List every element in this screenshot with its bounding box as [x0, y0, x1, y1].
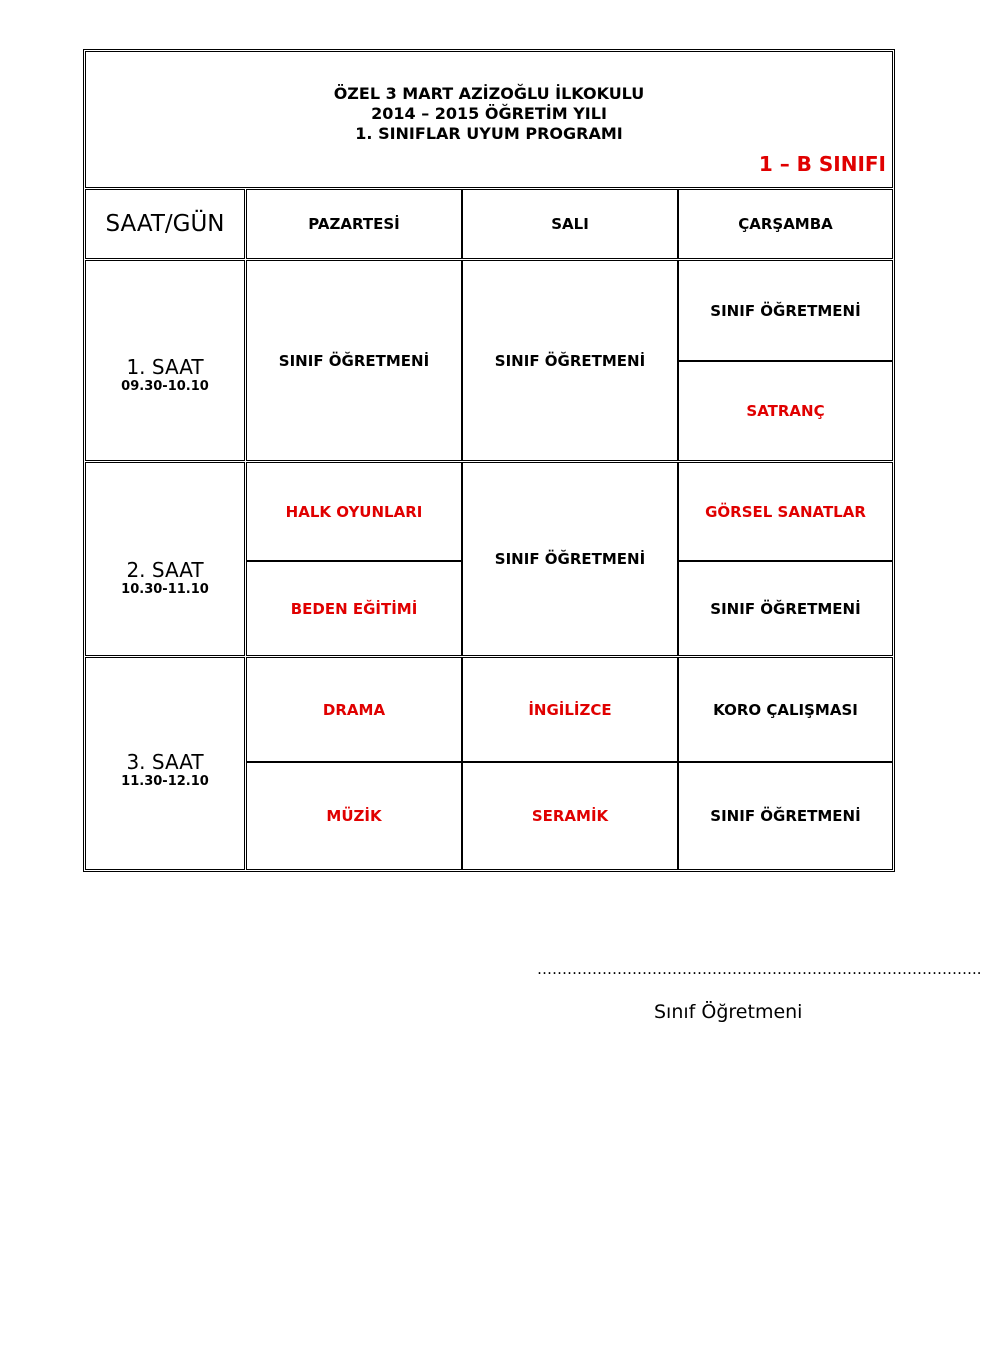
period-name: 2. SAAT: [126, 558, 204, 582]
school-name: ÖZEL 3 MART AZİZOĞLU İLKOKULU: [333, 84, 645, 103]
period-2-label: [85, 462, 245, 656]
header-carsamba: ÇARŞAMBA: [678, 189, 893, 259]
header-saat-gun: SAAT/GÜN: [85, 189, 245, 259]
p3-sali-bottom: SERAMİK: [462, 762, 678, 870]
p3-sali-top: İNGİLİZCE: [462, 657, 678, 762]
p1-carsamba-top: SINIF ÖĞRETMENİ: [678, 260, 893, 361]
p3-pazartesi-bottom: MÜZİK: [246, 762, 462, 870]
p3-carsamba-bottom: SINIF ÖĞRETMENİ: [678, 762, 893, 870]
p2-pazartesi-bottom: BEDEN EĞİTİMİ: [246, 561, 462, 656]
period-1-label: [85, 260, 245, 461]
signature-label: Sınıf Öğretmeni: [654, 1001, 803, 1023]
title-block: [85, 51, 893, 188]
p2-carsamba-top: GÖRSEL SANATLAR: [678, 462, 893, 561]
period-3-label: [85, 657, 245, 870]
period-name: 1. SAAT: [126, 354, 204, 379]
period-time: 10.30-11.10: [121, 582, 209, 597]
p1-pazartesi: SINIF ÖĞRETMENİ: [246, 260, 462, 461]
p2-carsamba-bottom: SINIF ÖĞRETMENİ: [678, 561, 893, 656]
header-pazartesi: PAZARTESİ: [246, 189, 462, 259]
p1-sali: SINIF ÖĞRETMENİ: [462, 260, 678, 461]
period-name: 3. SAAT: [126, 749, 204, 774]
academic-year: 2014 – 2015 ÖĞRETİM YILI: [371, 104, 607, 123]
p3-carsamba-top: KORO ÇALIŞMASI: [678, 657, 893, 762]
class-label: 1 – B SINIFI: [758, 152, 886, 176]
period-time: 09.30-10.10: [121, 378, 209, 394]
signature-line: ……………………………………………………………………………..: [537, 960, 982, 978]
p2-sali: SINIF ÖĞRETMENİ: [462, 462, 678, 656]
p1-carsamba-bottom: SATRANÇ: [678, 361, 893, 461]
p3-pazartesi-top: DRAMA: [246, 657, 462, 762]
p2-pazartesi-top: HALK OYUNLARI: [246, 462, 462, 561]
header-sali: SALI: [462, 189, 678, 259]
program-title: 1. SINIFLAR UYUM PROGRAMI: [355, 124, 623, 143]
period-time: 11.30-12.10: [121, 773, 209, 789]
